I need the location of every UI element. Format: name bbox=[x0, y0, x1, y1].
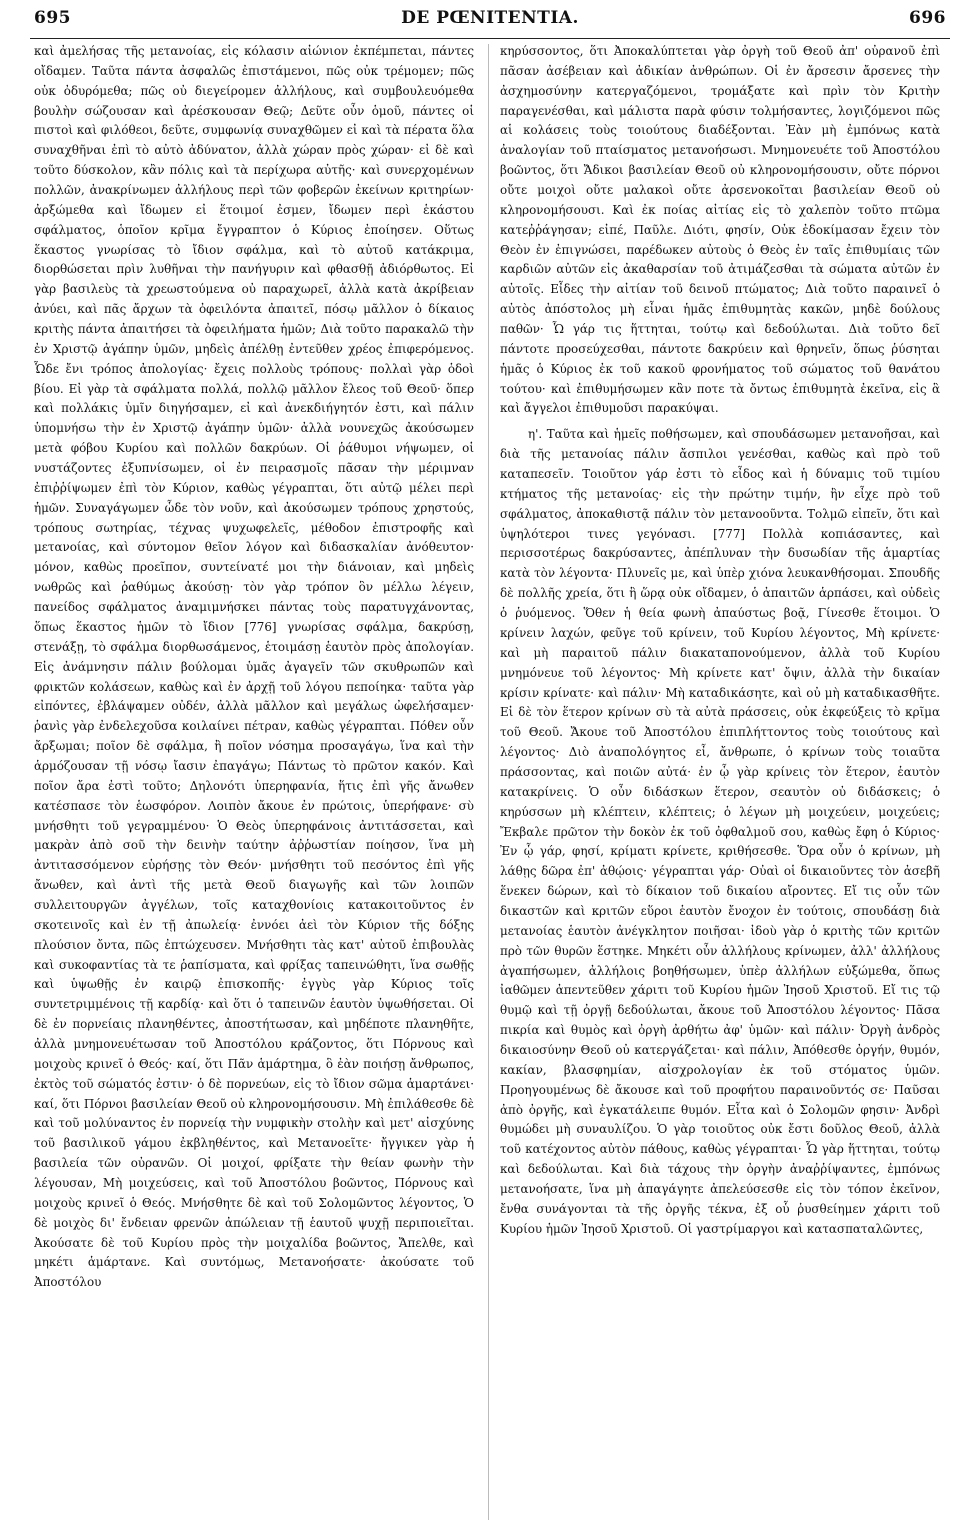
running-title: DE PŒNITENTIA. bbox=[401, 8, 579, 28]
paragraph: καὶ ἀμελήσας τῆς μετανοίας, εἰς κόλασιν αἰώνιον ἐκπέμπεται, πάντες οἴδαμεν. Ταῦτα πάντα ἀσφαλῶς ἐπιστάμενοι, πῶς οὐκ τρέμομεν; πῶς οὐκ ὀδυρόμεθα; πῶς οὐ διεγείρομεν ἀλλήλους, καὶ συμβουλευόμεθα βουλὴν σώζουσαν καὶ ἀρέσκουσαν Θεῷ; Δεῦτε οὖν ὁμοῦ, πάντες οἱ πιστοὶ καὶ φιλόθεοι, δεῦτε, συμφωνίᾳ συναχθῶμεν εἰ καὶ τὰ πέρατα ὅλα συναχθῆναι ἐπὶ τὸ αὐτὸ ἀδύνατον, ἀλλὰ χώραν πρὸς χώραν· εἰ δὲ καὶ τοῦτο δύσκολον, κἂν πόλις καὶ τὰ περίχωρα αὐτῆς· καὶ συνερχομένων πολλῶν, ἀνακρίνωμεν ἀλλήλους περὶ τῶν φοβερῶν ἐκείνων κριτηρίων· ἀρξώμεθα καὶ ἴδωμεν εἰ ἕτοιμοί ἐσμεν, ἴδωμεν περὶ ἑκάστου σφάλματος, ὁποῖον κρῖμα ἔγγραπτον ὁ Κύριος ἐποίησεν. Οὕτως ἕκαστος γνωρίσας τὸ ἴδιον σφάλμα, καὶ τὸ αὐτοῦ κατάκριμα, διορθώσεται πρὶν λυθῆναι τὴν πανήγυριν καὶ φθασθῇ ἀδιόρθωτος. Εἰ γὰρ βασιλεὺς τὰ χρεωστούμενα οὐ παραχωρεῖ, ἀλλὰ κατὰ ἀκρίβειαν ἀνύει, καὶ πᾶς ἄρχων τὰ ὀφειλόντα ἀπαιτεῖ, πόσῳ μᾶλλον ὁ δίκαιος κριτὴς πάντα ἀπαιτήσει τὰ ὀφειλήματα ἡμῶν; Διὰ τοῦτο παρακαλῶ τὴν ἐν Χριστῷ ἀγάπην ὑμῶν, μηδεὶς ἀπέλθῃ ἐντεῦθεν χρέος ἐπιφερόμενος. Ὧδε ἔνι τρόπος ἀπολογίας· ἔχεις πολλοὺς τρόπους· πολλαὶ γὰρ ὁδοὶ βίου. Εἰ γὰρ τὰ σφάλματα πολλά, πολλῷ μᾶλλον ἔλεος τοῦ Θεοῦ· ὅπερ καὶ πολλάκις ὑμῖν διηγήσαμεν, εἰ καὶ ἀνεκδιήγητόν ἐστι, καὶ πάλιν ὑπομνήσω τὴν ἐν Χριστῷ ἀγάπην ὑμῶν· ἀλλὰ νουνεχῶς ἀκούσωμεν μετὰ φόβου Κυρίου καὶ πολλῶν δακρύων. Οἱ ῥάθυμοι νήψωμεν, οἱ νυστάζοντες ἐξυπνίσωμεν, οἱ ἐν πειρασμοῖς πᾶσαν τὴν μέριμναν ἐπιῤῥίψωμεν ἐπὶ τὸν Κύριον, καθὼς γέγραπται, ὅτι αὐτῷ μέλει περὶ ἡμῶν. Συναγάγωμεν ὧδε τὸν νοῦν, καὶ ἀκούσωμεν τρόπους χρηστούς, τρόπους σωτηρίας, τέχνας ψυχωφελεῖς, μέθοδον ἐπιστροφῆς καὶ μετανοίας, καὶ σύντομον θεῖον λόγον καὶ διδασκαλίαν ἀνόθευτον· μόνον, καθὼς προεῖπον, συντείνατέ μοι τὴν διάνοιαν, καὶ μηδεὶς νωθρῶς καὶ ῥαθύμως ἀκούσῃ· τὸν γὰρ τρόπον ὃν μέλλω λέγειν, πανείδος σφάλματος ἀναμιμνήσκει πάντας τοὺς παρατυγχάνοντας, ὅπως ἕκαστος ἡμῶν τὸ ἴδιον [776] γνωρίσας σφάλμα, δακρύσῃ, στενάξῃ, τὸ σφάλμα διορθωσάμενος, ἑτοιμάσῃ ἑαυτὸν πρὸς ἀπολογίαν. Εἰς ἀνάμνησιν πάλιν βούλομαι ὑμᾶς ἀγαγεῖν τῶν σκυθρωπῶν καὶ φρικτῶν κολάσεων, καθὼς καὶ ἐν ἀρχῇ τοῦ λόγου πεποίηκα· ταῦτα γὰρ εἰπόντες, ἐβλάψαμεν οὐδέν, ἀλλὰ μᾶλλον καὶ μεγάλως ὠφελήσαμεν· ῥανὶς γὰρ ἐνδελεχοῦσα κοιλαίνει πέτραν, καθὼς γέγραπται. Πόθεν οὖν ἄρξωμαι; ποῖον δὲ σφάλμα, ἢ ποῖον νόσημα προσαγάγω, ἵνα καὶ τὴν ἁρμόζουσαν τῇ νόσῳ ἴασιν ἐπαγάγω; Πάντως τὸ πρῶτον κακόν. Καὶ ποῖον ἄρα ἐστὶ τοῦτο; Δηλονότι ὑπερηφανία, ἥτις ἐπὶ γῆς ἄνωθεν κατέσπασε τὸν ἑωσφόρον. Λοιπὸν ἄκουε ἐν πρώτοις, ὑπερήφανε· σὺ μνήσθητι τοῦ γεγραμμένου· Ὁ Θεὸς ὑπερηφάνοις ἀντιτάσσεται, καὶ μακρὰν ἀπὸ σοῦ τὴν δεινὴν ταύτην ἀῤῥωστίαν ποίησον, ἵνα μὴ ἀντιτασσόμενον εὑρήσῃς τὸν Θεόν· μνήσθητι τοῦ πεσόντος ἐπὶ γῆς ἄνωθεν, καὶ ἀντὶ τῆς μετὰ Θεοῦ διαγωγῆς καὶ τῶν λοιπῶν συλλειτουργῶν ἀγγέλων, τοῖς καταχθονίοις κατακοιτοῦντος ἐν σκοτεινοῖς καὶ ἐν τῇ ἀπωλείᾳ· ἐννόει ἀεὶ τὸν Κύριον τῆς δόξης πλούσιον ὄντα, πῶς ἐπτώχευσεν. Μνήσθητι τὰς κατ' αὐτοῦ ἐπιβουλὰς καὶ συκοφαντίας τὰ τε ῥαπίσματα, καὶ φρίξας ταπεινώθητι, ἵνα σωθῇς καὶ ὑψωθῇς ἐν καιρῷ ἐπισκοπῆς· ἐγγὺς γὰρ Κύριος τοῖς συντετριμμένοις τῇ καρδίᾳ· καὶ ὅτι ὁ ταπεινῶν ἑαυτὸν ὑψωθήσεται. Οἱ δὲ ἐν πορνείαις πλανηθέντες, ἀποστήτωσαν, καὶ μηδέποτε πλανηθῆτε, ἀλλὰ μνημονευέτωσαν τοῦ Ἀποστόλου κράζοντος, ὅτι Πόρνους καὶ μοιχοὺς κρινεῖ ὁ Θεός· καί, ὅτι Πᾶν ἁμάρτημα, ὃ ἐὰν ποιήσῃ ἄνθρωπος, ἐκτὸς τοῦ σώματός ἐστιν· ὁ δὲ πορνεύων, εἰς τὸ ἴδιον σῶμα ἁμαρτάνει· καί, ὅτι Πόρνοι βασιλείαν Θεοῦ οὐ κληρονομήσουσιν. Μὴ ἐπιλάθεσθε δὲ καὶ τοῦ μολύναντος ἐν πορνείᾳ τὴν νυμφικὴν στολὴν καὶ μετ' αἰσχύνης τοῦ βασιλικοῦ γάμου ἐκβληθέντος, καὶ Μετανοεῖτε· ἤγγικεν γὰρ ἡ βασιλεία τῶν οὐρανῶν. Οἱ μοιχοί, φρίξατε τὴν θείαν φωνὴν τὴν λέγουσαν, Μὴ μοιχεύσεις, καὶ τοῦ Ἀποστόλου βοῶντος, Πόρνους καὶ μοιχοὺς κρινεῖ ὁ Θεός. Μνήσθητε δὲ καὶ τοῦ Σολομῶντος λέγοντος, Ὁ δὲ μοιχὸς δι' ἔνδειαν φρενῶν ἀπώλειαν τῇ ἑαυτοῦ ψυχῇ περιποιεῖται. Ἀκούσατε δὲ τοῦ Κυρίου πρὸς τὴν μοιχαλίδα βοῶντος, Ἄπελθε, καὶ μηκέτι ἁμάρτανε. Καὶ συντόμως, Μετανοήσατε· ἀκούσατε τοῦ Ἀποστόλου bbox=[34, 44, 474, 1290]
column-divider bbox=[488, 44, 489, 1520]
left-column bbox=[34, 42, 474, 1522]
right-column bbox=[500, 42, 940, 1522]
header-rule bbox=[30, 38, 950, 39]
page-number-right: 696 bbox=[909, 8, 946, 28]
page-number-left: 695 bbox=[34, 8, 71, 28]
page-header bbox=[30, 8, 950, 38]
paragraph: κηρύσσοντος, ὅτι Ἀποκαλύπτεται γὰρ ὀργὴ τοῦ Θεοῦ ἀπ' οὐρανοῦ ἐπὶ πᾶσαν ἀσέβειαν καὶ ἀδικίαν ἀνθρώπων. Οἱ ἐν ἄρσεσιν ἄρσενες τὴν ἀσχημοσύνην κατεργαζόμενοι, τρομάξατε καὶ πρὶν τὸν Κριτὴν παραγενέσθαι, καὶ μάλιστα παρὰ φύσιν τολμήσαντες, λογιζόμενοι πῶς αἱ κολάσεις τοὺς τοιούτους διαδέξονται. Ἐὰν μὴ ἐμπόνως κατὰ ἀναλογίαν τοῦ πταίσματος μετανοήσωσι. Μνημονευέτε τοῦ Ἀποστόλου βοῶντος, ὅτι Ἄδικοι βασιλείαν Θεοῦ οὐ κληρονομήσουσιν, οὔτε πόρνοι οὔτε μοιχοὶ οὔτε μαλακοὶ οὔτε ἀρσενοκοῖται βασιλείαν Θεοῦ οὐ κληρονομήσουσι. Καὶ ἐκ ποίας αἰτίας εἰς τὸ χαλεπὸν τοῦτο πτῶμα κατεῤῥάγησαν; εἰπέ, Παῦλε. Διότι, φησίν, Οὐκ ἐδοκίμασαν ἔχειν τὸν Θεὸν ἐν ἐπιγνώσει, παρέδωκεν αὐτοὺς ὁ Θεὸς ἐν ταῖς ἐπιθυμίαις τῶν καρδιῶν αὐτῶν εἰς ἀκαθαρσίαν τοῦ ἀτιμάζεσθαι τὰ σώματα αὐτῶν ἐν αὐτοῖς. Εἶδες τὴν αἰτίαν τοῦ δεινοῦ πτώματος; Διὰ τοῦτο παραινεῖ ὁ αὐτὸς ἀπόστολος μὴ εἶναι ἡμᾶς ἐπιθυμητὰς κακῶν, μηδὲ δούλους παθῶν· Ὧ γάρ τις ἥττηται, τούτῳ καὶ δεδούλωται. Διὰ τοῦτο δεῖ πάντοτε προσεύχεσθαι, πάντοτε δακρύειν καὶ θρηνεῖν, ὅπως ῥύσηται ἡμᾶς ὁ Κύριος ἐκ τοῦ κακοῦ φρονήματος τοῦ σώματος τοῦ θανάτου τούτου· καὶ ἐπιθυμήσωμεν κἂν ποτε τὰ ὄντως ἐπιθυμητὰ ἐκεῖνα, εἰς ἃ καὶ ἄγγελοι ἐπιθυμοῦσι παρακύψαι. bbox=[500, 44, 940, 416]
paragraph-section-8: η'. Ταῦτα καὶ ἡμεῖς ποθήσωμεν, καὶ σπουδάσωμεν μετανοῆσαι, καὶ διὰ τῆς μετανοίας πάλιν ἄσπιλοι γενέσθαι, καθὼς καὶ πρὸ τοῦ καταπεσεῖν. Τοιοῦτον γάρ ἐστι τὸ εἶδος καὶ ἡ δύναμις τοῦ τιμίου κτήματος τῆς μετανοίας· εἰς τὴν πρώτην τιμήν, ἣν εἶχε πρὸ τοῦ σφάλματος, ἀποκαθιστᾷ πάλιν τὸν μετανοοῦντα. Τολμῶ εἰπεῖν, ὅτι καὶ ὑψηλότεροι τινες γεγόνασι. [777] Πολλὰ κοπιάσαντες, καὶ περισσοτέρως δακρύσαντες, ἀπέπλυναν τὴν δυσωδίαν τῆς ἁμαρτίας κατὰ τὸν λέγοντα· Πλυνεῖς με, καὶ ὑπὲρ χιόνα λευκανθήσομαι. Σπουδῆς δὲ πολλῆς χρεία, ὅτι ἣ ὥρᾳ οὐκ οἴδαμεν, ὁ ἀπαιτῶν ἁρπάσει, καὶ οὐδεὶς ὁ ῥυόμενος. Ὅθεν ἡ θεία φωνὴ ἀπαύστως βοᾷ, Γίνεσθε ἕτοιμοι. Ὁ κρίνειν λαχών, φεῦγε τοῦ κρίνειν, τοῦ Κυρίου λέγοντος, Μὴ κρίνετε· καὶ μὴ παραιτοῦ πάλιν διακαταπονούμενον, ἀλλὰ τοῦ Κυρίου μνημόνευε τοῦ λέγοντος· Μὴ κρίνετε κατ' ὄψιν, ἀλλὰ τὴν δικαίαν κρίσιν κρίνατε· καὶ πάλιν· Μὴ καταδικάσητε, καὶ οὐ μὴ καταδικασθῆτε. Εἰ δὲ τὸν ἕτερον κρίνων σὺ τὰ αὐτὰ πράσσεις, οὐκ ἐκφεύξεις τὸ κρῖμα τοῦ Θεοῦ. Ἄκουε τοῦ Ἀποστόλου ἐπιπλήττοντος τοὺς τοιούτους καὶ λέγοντος· Διὸ ἀναπολόγητος εἶ, ἄνθρωπε, ὁ κρίνων τοὺς τοιαῦτα πράσσοντας, καὶ ποιῶν αὐτά· ἐν ᾧ γὰρ κρίνεις τὸν ἕτερον, ἑαυτὸν κατακρίνεις. Ὁ οὖν διδάσκων ἕτερον, σεαυτὸν οὐ διδάσκεις; ὁ κηρύσσων μὴ κλέπτειν, κλέπτεις; ὁ λέγων μὴ μοιχεύειν, μοιχεύεις; Ἔκβαλε πρῶτον τὴν δοκὸν ἐκ τοῦ ὀφθαλμοῦ σου, καθὼς ἔφη ὁ Κύριος· Ἐν ᾧ γάρ, φησί, κρίματι κρίνετε, κριθήσεσθε. Ὅρα οὖν ὁ κρίνων, μὴ λάθῃς δῶρα ἐπ' ἀθῴοις· γέγραπται γάρ· Οὐαὶ οἱ δικαιοῦντες τὸν ἀσεβῆ ἕνεκεν δώρων, καὶ τὸ δίκαιον τοῦ δικαίου αἴροντες. Εἴ τις οὖν τῶν δικαστῶν καὶ κριτῶν εὕροι ἑαυτὸν ἔνοχον ἐν τούτοις, σπουδάσῃ διὰ μετανοίας ἑαυτὸν ἀνέγκλητον ποιῆσαι· ἰδοὺ γὰρ ὁ κριτὴς τῶν κριτῶν πρὸ τῶν θυρῶν ἕστηκε. Μηκέτι οὖν ἀλλήλους κρίνωμεν, ἀλλ' ἀλλήλους ἀγαπήσωμεν, ἀλλήλοις βοηθήσωμεν, ὑπὲρ ἀλλήλων εὐξώμεθα, ὅπως ἰαθῶμεν ἀπεντεῦθεν χάριτι τοῦ Κυρίου ἡμῶν Ἰησοῦ Χριστοῦ. Εἴ τις τῷ θυμῷ καὶ τῇ ὀργῇ δεδούλωται, ἄκουε τοῦ Ἀποστόλου λέγοντος· Πᾶσα πικρία καὶ θυμὸς καὶ ὀργὴ ἀρθήτω ἀφ' ὑμῶν· καὶ πάλιν· Ὀργὴ ἀνδρὸς δικαιοσύνην Θεοῦ οὐ κατεργάζεται· καὶ πάλιν, Ἀπόθεσθε ὀργήν, θυμόν, κακίαν, βλασφημίαν, αἰσχρολογίαν ἐκ τοῦ στόματος ὑμῶν. Προηγουμένως δὲ ἄκουσε καὶ τοῦ προφήτου παραινοῦντός σε· Παῦσαι ἀπὸ ὀργῆς, καὶ ἐγκατάλειπε θυμόν. Εἶτα καὶ ὁ Σολομῶν φησιν· Ἀνδρὶ θυμώδει μὴ συναυλίζου. Ὁ γὰρ τοιοῦτος οὐκ ἔστι δοῦλος Θεοῦ, ἀλλὰ τοῦ κατέχοντος αὐτὸν πάθους, καθὼς γέγραπται· Ὧ γὰρ ἥττηται, τούτῳ καὶ δεδούλωται. Καὶ διὰ τάχους τὴν ὀργὴν ἀναῤῥίψαντες, ἐμπόνως μετανοήσατε, ἵνα μὴ ἀπαγάγητε ἀπελεύσεσθε εἰς τὸν τόπον ἐκεῖνον, ἔνθα συνάγονται τὰ τῆς ὀργῆς τέκνα, ἐξ οὗ ῥυσθείημεν χάριτι τοῦ Κυρίου ἡμῶν Ἰησοῦ Χριστοῦ. Οἱ γαστρίμαργοι καὶ κατασπαταλῶντες, bbox=[500, 427, 940, 1236]
